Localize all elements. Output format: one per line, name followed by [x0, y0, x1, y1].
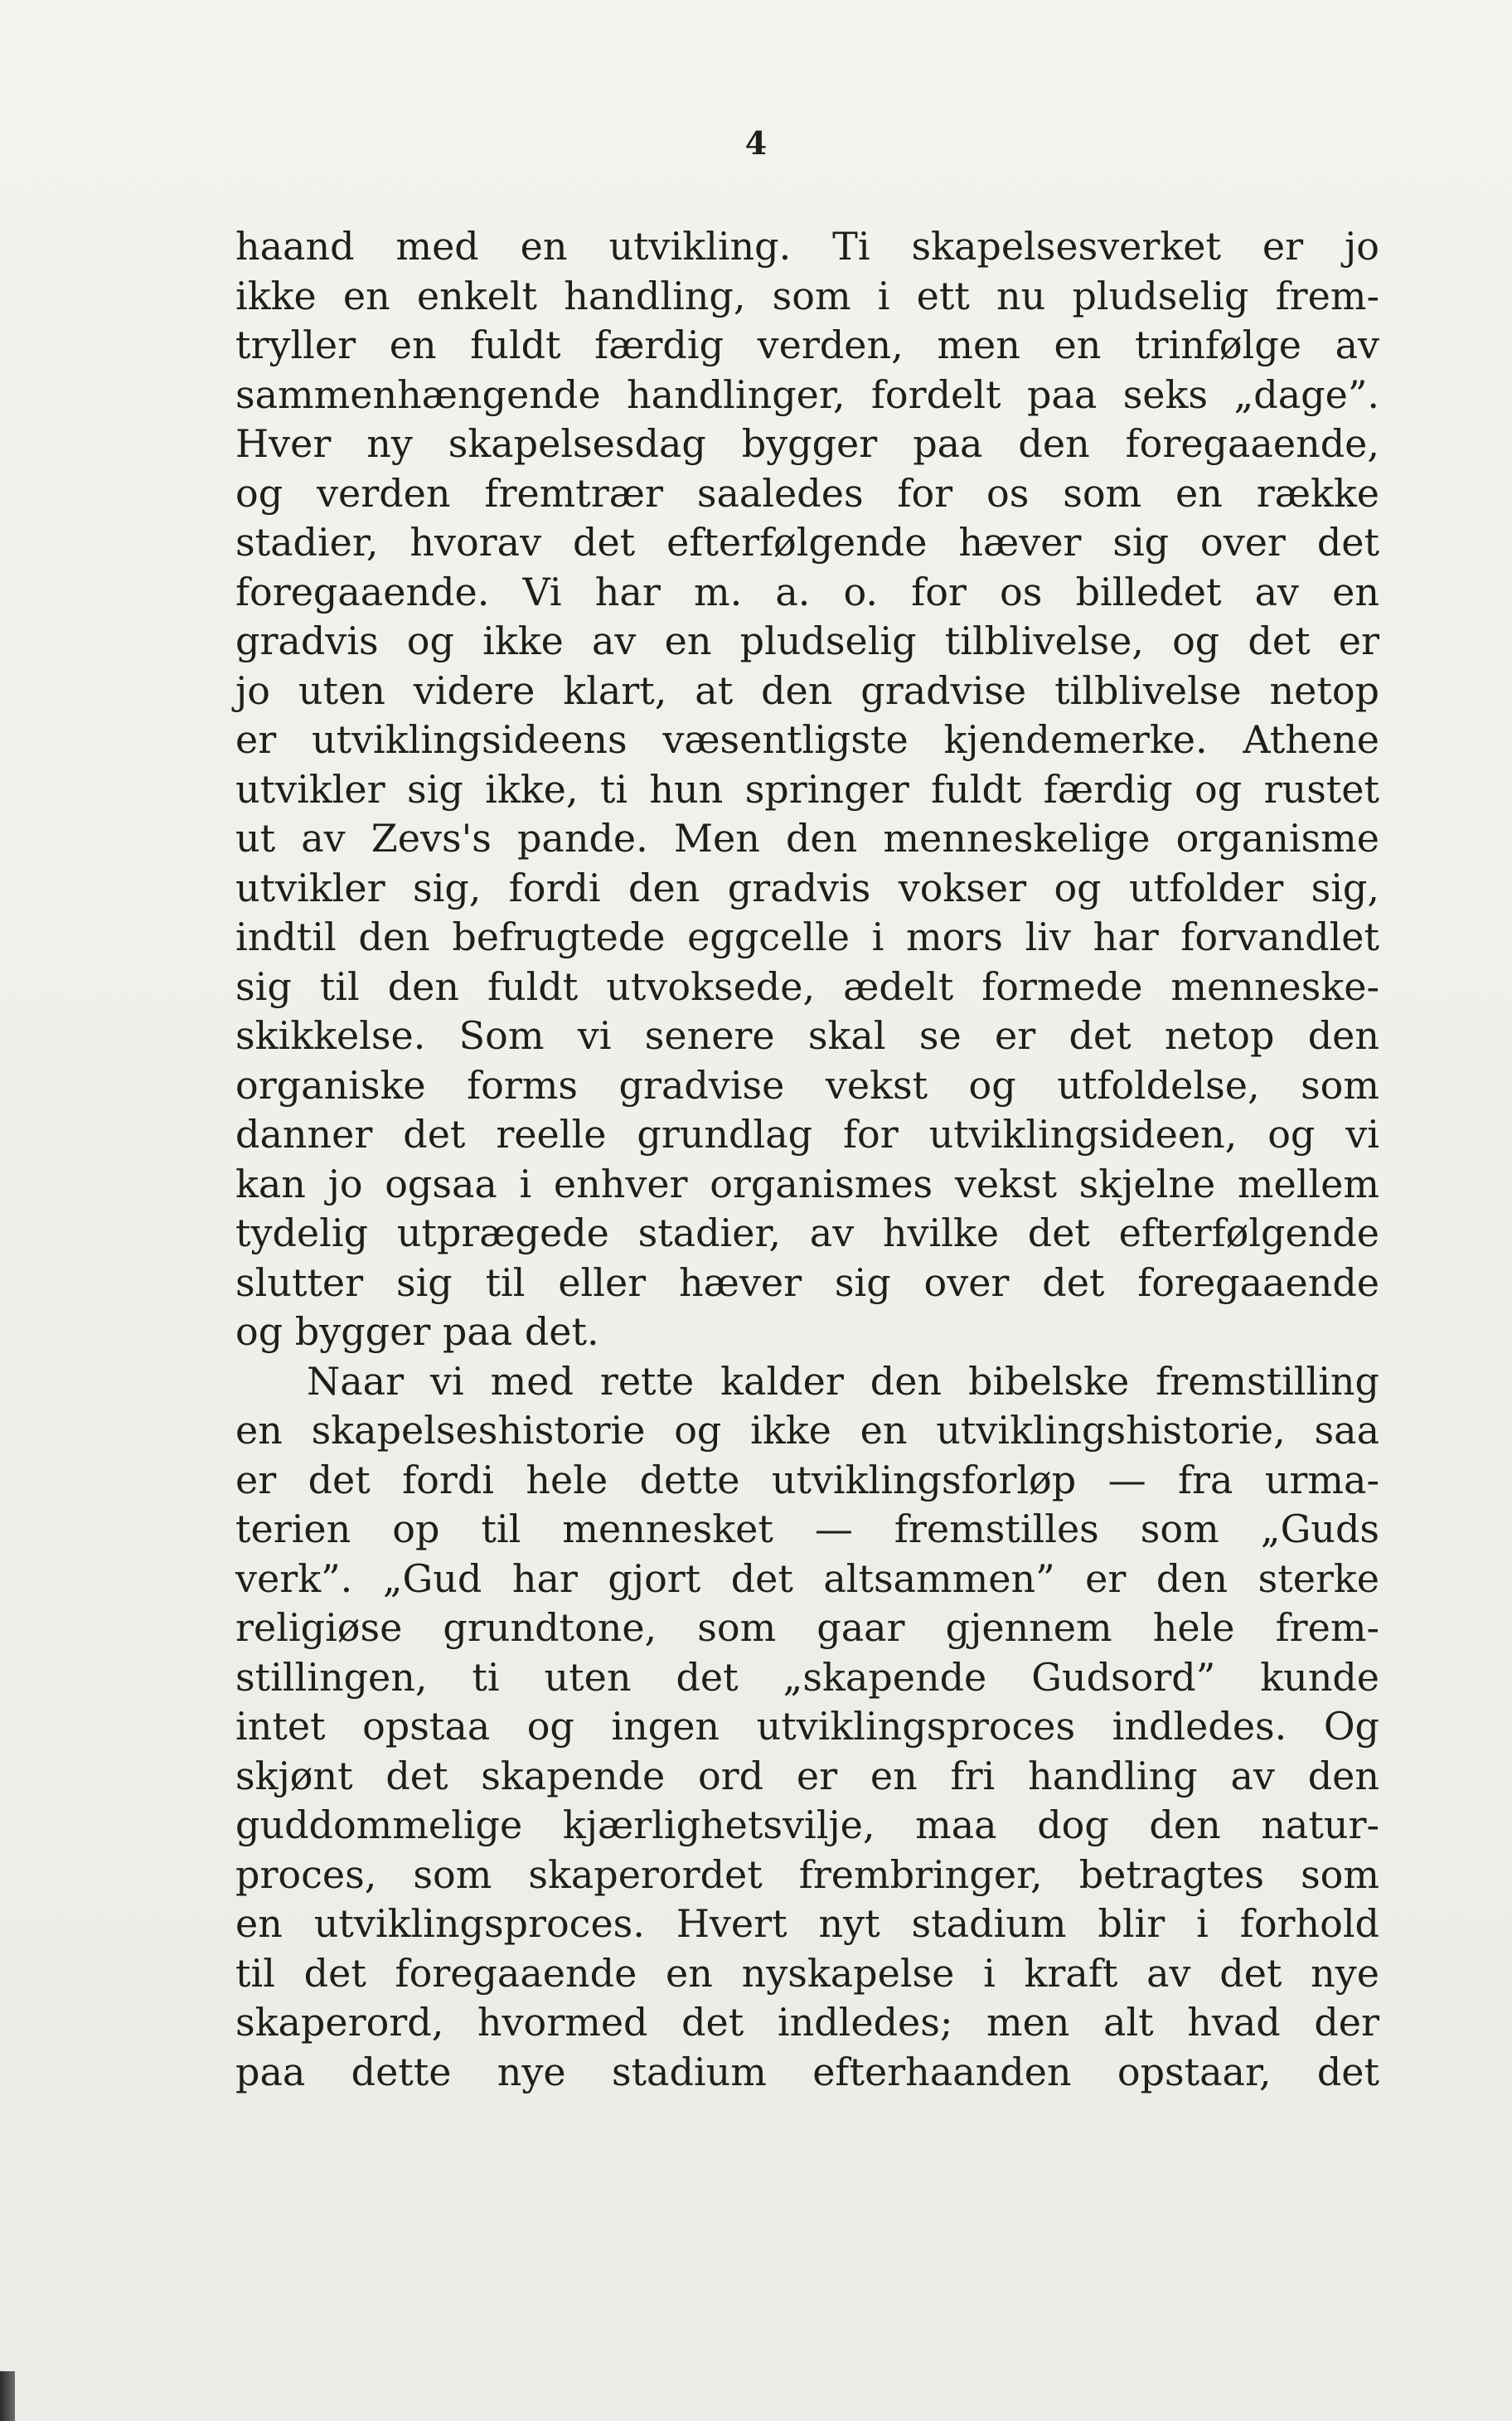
text-line: er utviklingsideens væsentligste kjendemerke. Athene [235, 717, 1379, 762]
text-line: er det fordi hele dette utviklingsforløp — fra urma- [235, 1457, 1379, 1502]
text-line: og verden fremtrær saaledes for os som en række [235, 470, 1379, 516]
text-line: intet opstaa og ingen utviklingsproces indledes. Og [235, 1704, 1379, 1749]
text-line: utvikler sig ikke, ti hun springer fuldt færdig og rustet [235, 766, 1379, 812]
text-line: indtil den befrugtede eggcelle i mors liv har forvandlet [235, 915, 1379, 959]
text-line: og bygger paa det. [235, 1309, 599, 1354]
text-line: ut av Zevs's pande. Men den menneskelige organisme [235, 816, 1379, 861]
paragraph-1 [235, 222, 1379, 1357]
text-line: sammenhængende handlinger, fordelt paa seks „dage”. [235, 371, 1379, 417]
text-line: tydelig utprægede stadier, av hvilke det efterfølgende [235, 1210, 1379, 1255]
text-line: ikke en enkelt handling, som i ett nu pludselig frem- [235, 273, 1379, 318]
text-line: jo uten videre klart, at den gradvise tilblivelse netop [235, 667, 1379, 713]
text-line: terien op til mennesket — fremstilles som „Guds [235, 1506, 1379, 1551]
text-line: religiøse grundtone, som gaar gjennem hele frem- [235, 1605, 1379, 1650]
text-line: Naar vi med rette kalder den bibelske fremstilling [307, 1358, 1379, 1404]
paragraph-2 [235, 1357, 1379, 2098]
text-line: organiske forms gradvise vekst og utfoldelse, som [235, 1062, 1379, 1108]
text-line: slutter sig til eller hæver sig over det foregaaende [235, 1259, 1379, 1305]
scan-edge-mark [0, 2371, 15, 2421]
text-line: til det foregaaende en nyskapelse i kraft av det nye [235, 1950, 1379, 1996]
text-line: stadier, hvorav det efterfølgende hæver sig over det [235, 520, 1379, 565]
text-line: utvikler sig, fordi den gradvis vokser og utfolder sig, [235, 865, 1379, 910]
text-line: danner det reelle grundlag for utviklingsideen, og vi [235, 1112, 1379, 1157]
text-line: kan jo ogsaa i enhver organismes vekst skjelne mellem [235, 1161, 1379, 1206]
text-line: tryller en fuldt færdig verden, men en trinfølge av [235, 323, 1379, 367]
text-line: foregaaende. Vi har m. a. o. for os billedet av en [235, 569, 1379, 614]
text-line: guddommelige kjærlighetsvilje, maa dog den natur- [235, 1802, 1379, 1847]
text-line: skikkelse. Som vi senere skal se er det netop den [235, 1013, 1379, 1058]
text-line: verk”. „Gud har gjort det altsammen” er den sterke [235, 1555, 1379, 1601]
text-line: en utviklingsproces. Hvert nyt stadium blir i forhold [235, 1901, 1379, 1946]
text-line: skaperord, hvormed det indledes; men alt hvad der [235, 2000, 1379, 2045]
text-line: Hver ny skapelsesdag bygger paa den foregaaende, [235, 421, 1379, 466]
text-line: gradvis og ikke av en pludselig tilblivelse, og det er [235, 619, 1379, 663]
text-line: en skapelseshistorie og ikke en utviklingshistorie, saa [235, 1408, 1379, 1453]
text-line: haand med en utvikling. Ti skapelsesverket er jo [235, 224, 1379, 269]
text-line: paa dette nye stadium efterhaanden opstaar, det [235, 2049, 1379, 2094]
body-text [235, 222, 1379, 2097]
text-line: sig til den fuldt utvoksede, ædelt formede menneske- [235, 963, 1379, 1009]
text-line: stillingen, ti uten det „skapende Gudsord” kunde [235, 1654, 1379, 1700]
text-line: skjønt det skapende ord er en fri handling av den [235, 1753, 1379, 1798]
text-line: proces, som skaperordet frembringer, betragtes som [235, 1851, 1379, 1897]
page-number: 4 [744, 124, 768, 162]
